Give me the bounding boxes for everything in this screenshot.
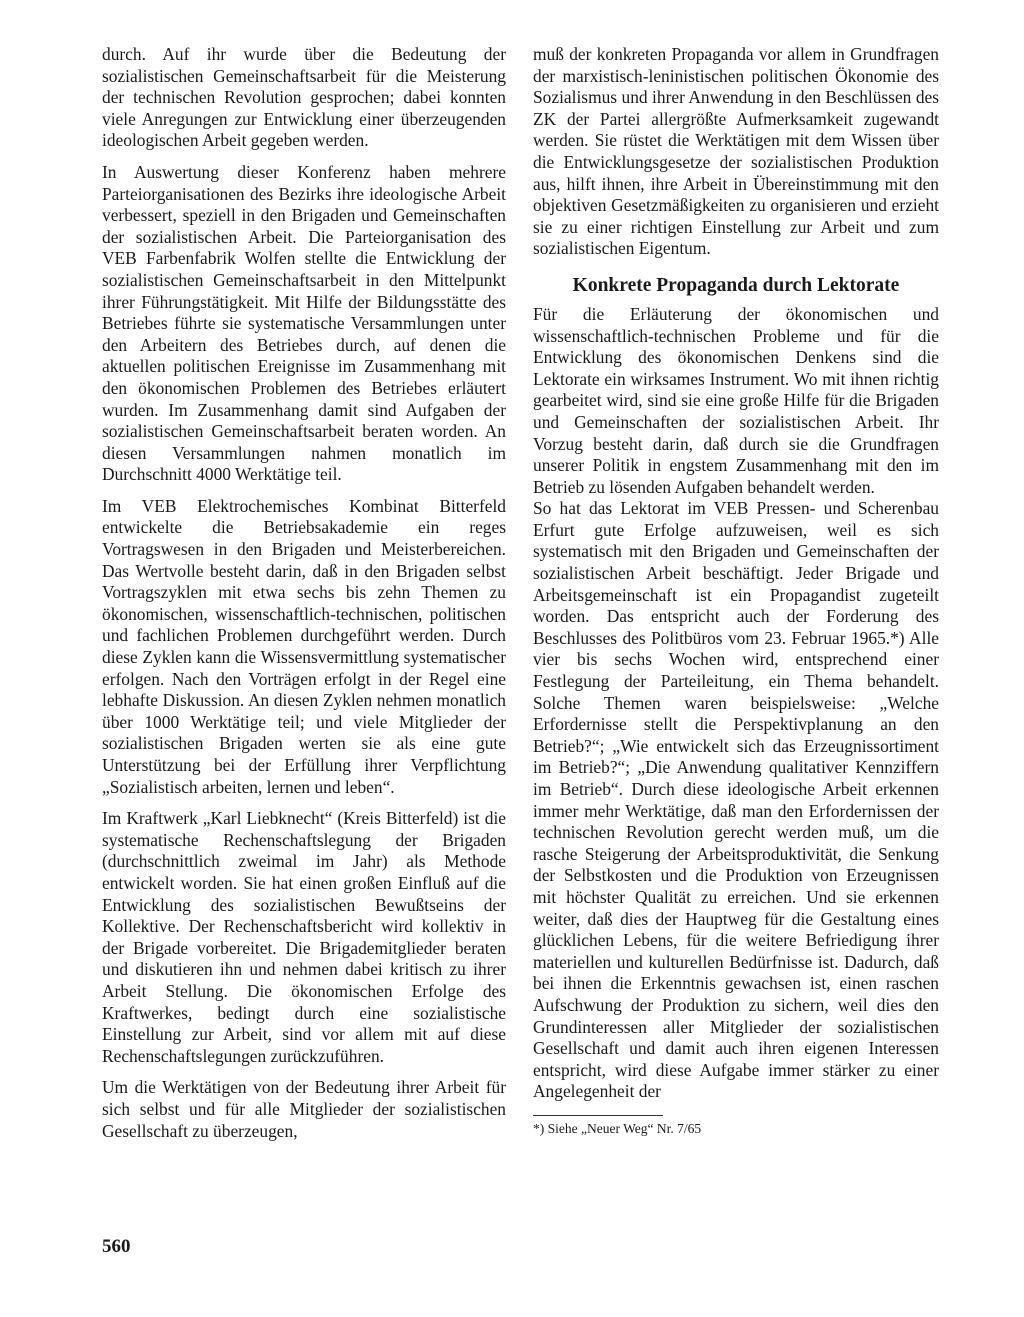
left-paragraph-5: Um die Werktätigen von der Bedeutung ihrer Arbeit für sich selbst und für alle Mitglieder der sozialistischen Gesellschaft zu überzeugen, <box>102 1077 506 1141</box>
right-paragraph-2: So hat das Lektorat im VEB Pressen- und Scherenbau Erfurt gute Erfolge aufzuweisen, weil es sich systematisch mit den Brigaden und Gemeinschaften der sozialistischen Arbeit beschäftigt. Jeder Brigade und Arbeitsgemeinschaft ist ein Propagandist zugeteilt worden. Das entspricht auch der Forderung des Beschlusses des Politbüros vom 23. Februar 1965.*) Alle vier bis sechs Wochen wird, entsprechend einer Festlegung der Parteileitung, ein Thema behandelt. Solche Themen waren beispielsweise: „Welche Erfordernisse stellt die Perspektivplanung an den Betrieb?“; „Wie entwickelt sich das Erzeugnissortiment im Betrieb?“; „Die Anwendung qualitativer Kennziffern im Betrieb“. Durch diese ideologische Arbeit erkennen immer mehr Werktätige, daß man den Erfordernissen der technischen Revolution gerecht werden muß, um die rasche Steigerung der Arbeitsproduktivität, die Senkung der Selbstkosten und die Produktion von Erzeugnissen mit höchster Qualität zu erreichen. Und sie erkennen weiter, daß dies der Hauptweg für die Gestaltung eines glücklichen Lebens, für die weitere Befriedigung ihrer materiellen und kulturellen Bedürfnisse ist. Dadurch, daß bei ihnen die Erkenntnis gewachsen ist, einen raschen Aufschwung der Produktion zu sichern, weil dies den Grundinteressen aller Mitglieder der sozialistischen Gesellschaft und damit auch ihren eigenen Interessen entspricht, wird diese Aufgabe immer stärker zu einer Angelegenheit der <box>533 498 939 1102</box>
left-column <box>102 44 506 1152</box>
right-intro-paragraph: muß der konkreten Propaganda vor allem in Grundfragen der marxistisch-leninistischen politischen Ökonomie des Sozialismus und ihrer Anwendung in den Beschlüssen des ZK der Partei allergrößte Aufmerksamkeit zugewandt werden. Sie rüstet die Werktätigen mit dem Wissen über die Entwicklungsgesetze der sozialistischen Produktion aus, hilft ihnen, ihre Arbeit in Übereinstimmung mit den objektiven Gesetzmäßigkeiten zu organisieren und erzieht sie zu einer richtigen Einstellung zur Arbeit und zum sozialistischen Eigentum. <box>533 44 939 259</box>
page-number: 560 <box>102 1236 131 1257</box>
right-paragraph-1: Für die Erläuterung der ökonomischen und wissenschaftlich-technischen Probleme und für die Entwicklung des ökonomischen Denkens sind die Lektorate ein wirksames Instrument. Wo mit ihnen richtig gearbeitet wird, sind sie eine große Hilfe für die Brigaden und Gemeinschaften der sozialistischen Arbeit. Ihr Vorzug besteht darin, daß durch sie die Grundfragen unserer Politik in engstem Zusammenhang mit den im Betrieb zu lösenden Aufgaben behandelt werden. <box>533 303 939 497</box>
right-column <box>533 44 939 1147</box>
left-paragraph-1: durch. Auf ihr wurde über die Bedeutung der sozialistischen Gemeinschaftsarbeit für die Meisterung der technischen Revolution gesprochen; dabei konnten viele Anregungen zur Entwicklung einer überzeugenden ideologischen Arbeit gegeben werden. <box>102 44 506 151</box>
footnote-divider <box>533 1115 663 1116</box>
left-paragraph-2: In Auswertung dieser Konferenz haben mehrere Parteiorganisationen des Bezirks ihre ideologische Arbeit verbessert, speziell in den Brigaden und Gemeinschaften der sozialistischen Arbeit. Die Parteiorganisation des VEB Farbenfabrik Wolfen stellte die Entwicklung der sozialistischen Gemeinschaftsarbeit in den Mittelpunkt ihrer Führungstätigkeit. Mit Hilfe der Bildungsstätte des Betriebes führte sie systematische Versammlungen unter den Arbeitern des Betriebes durch, auf denen die aktuellen politischen Ereignisse im Zusammenhang mit den ökonomischen Problemen des Betriebes erläutert wurden. Im Zusammenhang damit sind Aufgaben der sozialistischen Gemeinschaftsarbeit beraten worden. An diesen Versammlungen nahmen monatlich im Durchschnitt 4000 Werktätige teil. <box>102 161 506 485</box>
section-heading: Konkrete Propaganda durch Lektorate <box>572 274 900 296</box>
footnote: *) Siehe „Neuer Weg“ Nr. 7/65 <box>533 1120 702 1136</box>
left-paragraph-3: Im VEB Elektrochemisches Kombinat Bitterfeld entwickelte die Betriebsakademie ein reges Vortragswesen in den Brigaden und Meisterbereichen. Das Wertvolle besteht darin, daß in den Brigaden selbst Vortragszyklen mit etwa sechs bis zehn Themen zu ökonomischen, wissenschaftlich-technischen, politischen und fachlichen Problemen durchgeführt werden. Durch diese Zyklen kann die Wissensvermittlung systematischer erfolgen. Nach den Vorträgen erfolgt in der Regel eine lebhafte Diskussion. An diesen Zyklen nehmen monatlich über 1000 Werktätige teil; und viele Mitglieder der sozialistischen Brigaden werten sie als eine gute Unterstützung bei der Erfüllung ihrer Verpflichtung „Sozialistisch arbeiten, lernen und leben“. <box>102 495 506 797</box>
left-paragraph-4: Im Kraftwerk „Karl Liebknecht“ (Kreis Bitterfeld) ist die systematische Rechenschaftslegung der Brigaden (durchschnittlich zweimal im Jahr) als Methode entwickelt worden. Sie hat einen großen Einfluß auf die Entwicklung des sozialistischen Bewußtseins der Kollektive. Der Rechenschaftsbericht wird kollektiv in der Brigade vorbereitet. Die Brigademitglieder beraten und diskutieren ihn und nehmen dabei kritisch zu ihrer Arbeit Stellung. Die ökonomischen Erfolge des Kraftwerkes, bedingt durch eine sozialistische Einstellung zur Arbeit, sind vor allem mit auf diese Rechenschaftslegungen zurückzuführen. <box>102 808 506 1066</box>
